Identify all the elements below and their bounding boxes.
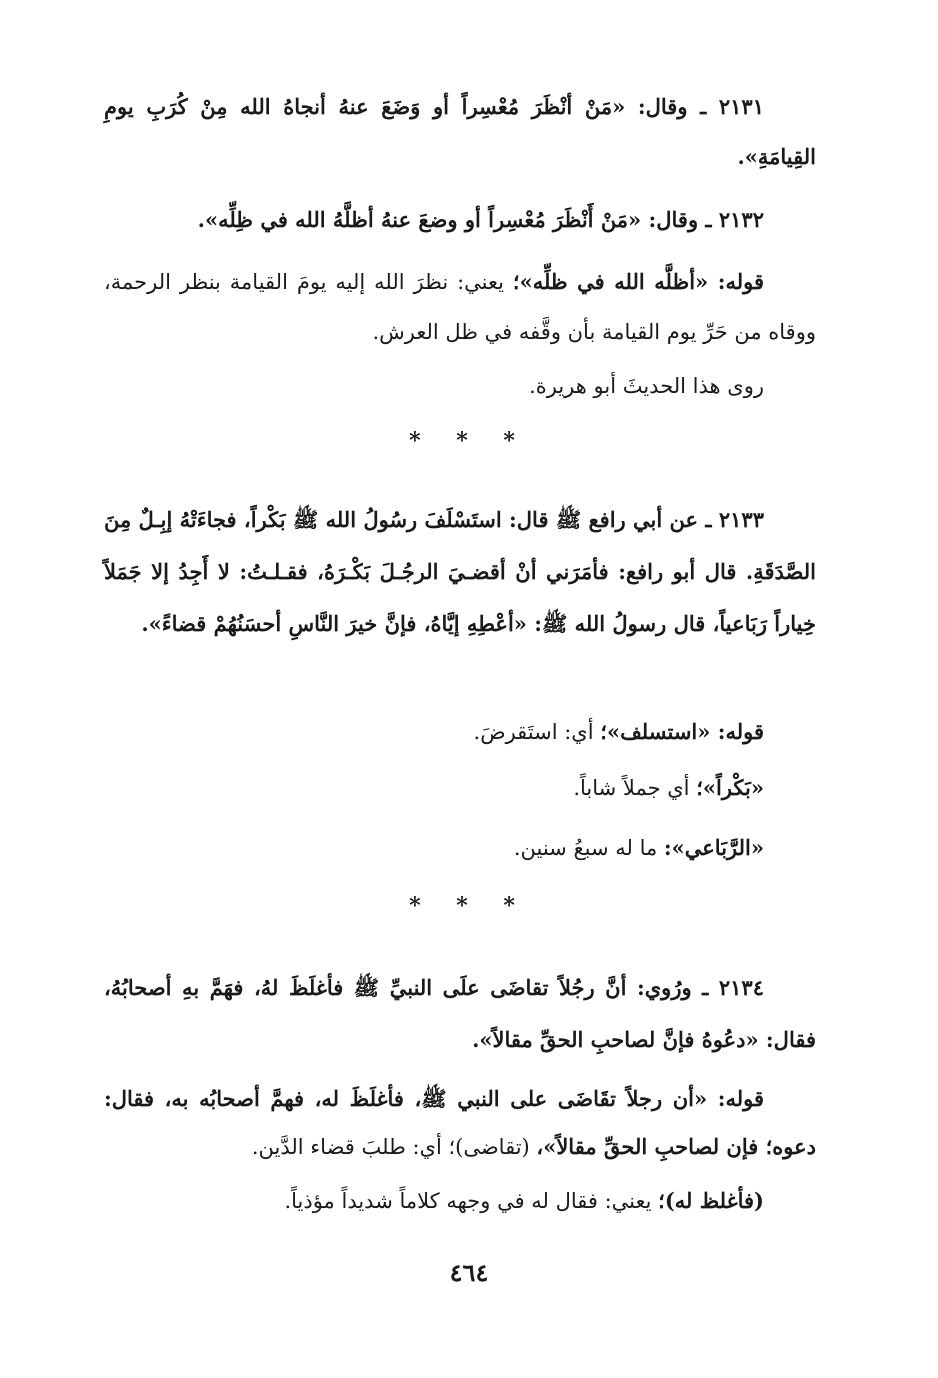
commentary-lead: قوله: «أن رجلاً تقَاضَى على النبي ﷺ، فأغلَظَ له، فهمَّ أصحابُه به، فقال: دعوه؛ فإن لصاحبِ الحقِّ مقالاً»، — [104, 1086, 816, 1159]
hadith-text: ورُوي: أنَّ رجُلاً تقاضَى علَى النبيِّ ﷺ فأغلَظَ لهُ، فهَمَّ بهِ أصحابُهُ، فقال: «دعُوهُ فإنَّ لصاحبِ الحقِّ مقالاً». — [104, 975, 816, 1052]
section-divider: * * * — [409, 893, 529, 919]
gloss-meaning: ما له سبعُ سنين. — [513, 836, 664, 860]
gloss-meaning: أي: استَقرضَ. — [473, 720, 601, 744]
hadith-text: وقال: «مَنْ أَنْظَرَ مُعْسِراً أو وضعَ عنهُ أظلَّهُ الله في ظِلِّه». — [197, 207, 699, 232]
commentary-2132 — [104, 257, 816, 357]
hadith-number: ٢١٣٢ ـ — [698, 207, 764, 232]
hadith-2134 — [104, 962, 816, 1066]
hadith-number: ٢١٣١ ـ — [687, 94, 764, 119]
hadith-2131 — [104, 82, 816, 182]
gloss-term: «الرَّبَاعي»: — [663, 835, 764, 860]
hadith-number: ٢١٣٣ ـ — [698, 507, 764, 532]
commentary-text: يعني: نظرَ الله إليه يومَ القيامة بنظر الرحمة، ووقاه من حَرِّ يوم القيامة بأن وقَّفه في ظل العرش. — [104, 270, 816, 344]
commentary-lead: (فأغلظ له)؛ — [658, 1188, 764, 1213]
gloss-term: قوله: «استسلف»؛ — [600, 719, 764, 744]
hadith-number: ٢١٣٤ ـ — [691, 975, 764, 1000]
hadith-text: عن أبي رافع ﷺ قال: استَسْلَفَ رسُولُ الله ﷺ بَكْراً، فجاءَتْهُ إبِـلٌ مِنَ الصَّدَقَةِ. قال أبو رافع: فأمَرَني أنْ أقضـيَ الرجُـلَ بَكْـرَهُ، فقـلـتُ: لا أَجِدُ إلا جَمَلاً خِياراً رَبَاعياً، قال رسولُ الله ﷺ: «أعْطِهِ إيَّاهُ، فإنَّ خيرَ النَّاسِ أحسَنُهُمْ قضاءً». — [104, 507, 816, 636]
gloss-meaning: أي جملاً شاباً. — [573, 776, 697, 800]
page-number: ٤٦٤ — [449, 1258, 489, 1287]
section-divider: * * * — [409, 428, 529, 454]
hadith-text: وقال: «مَنْ أنْظَرَ مُعْسِراً أو وَضَعَ عنهُ أنجاهُ الله مِنْ كُرَبِ يومِ القِيامَةِ». — [104, 94, 816, 169]
gloss-item — [104, 768, 816, 808]
gloss-item — [104, 828, 816, 868]
gloss-term: «بَكْراً»؛ — [696, 775, 764, 800]
commentary-2134 — [104, 1075, 816, 1171]
hadith-2133 — [104, 494, 816, 650]
commentary-last — [104, 1181, 816, 1221]
hadith-2132 — [104, 195, 816, 245]
commentary-text: يعني: فقال له في وجهه كلاماً شديداً مؤذياً. — [284, 1189, 659, 1213]
commentary-text: (تقاضى)؛ أي: طلبَ قضاء الدَّين. — [251, 1135, 537, 1159]
narrator-note: روى هذا الحديثَ أبو هريرة. — [529, 374, 764, 398]
gloss-item — [104, 712, 816, 752]
commentary-lead: قوله: «أظلَّه الله في ظلِّه»؛ — [512, 269, 764, 294]
